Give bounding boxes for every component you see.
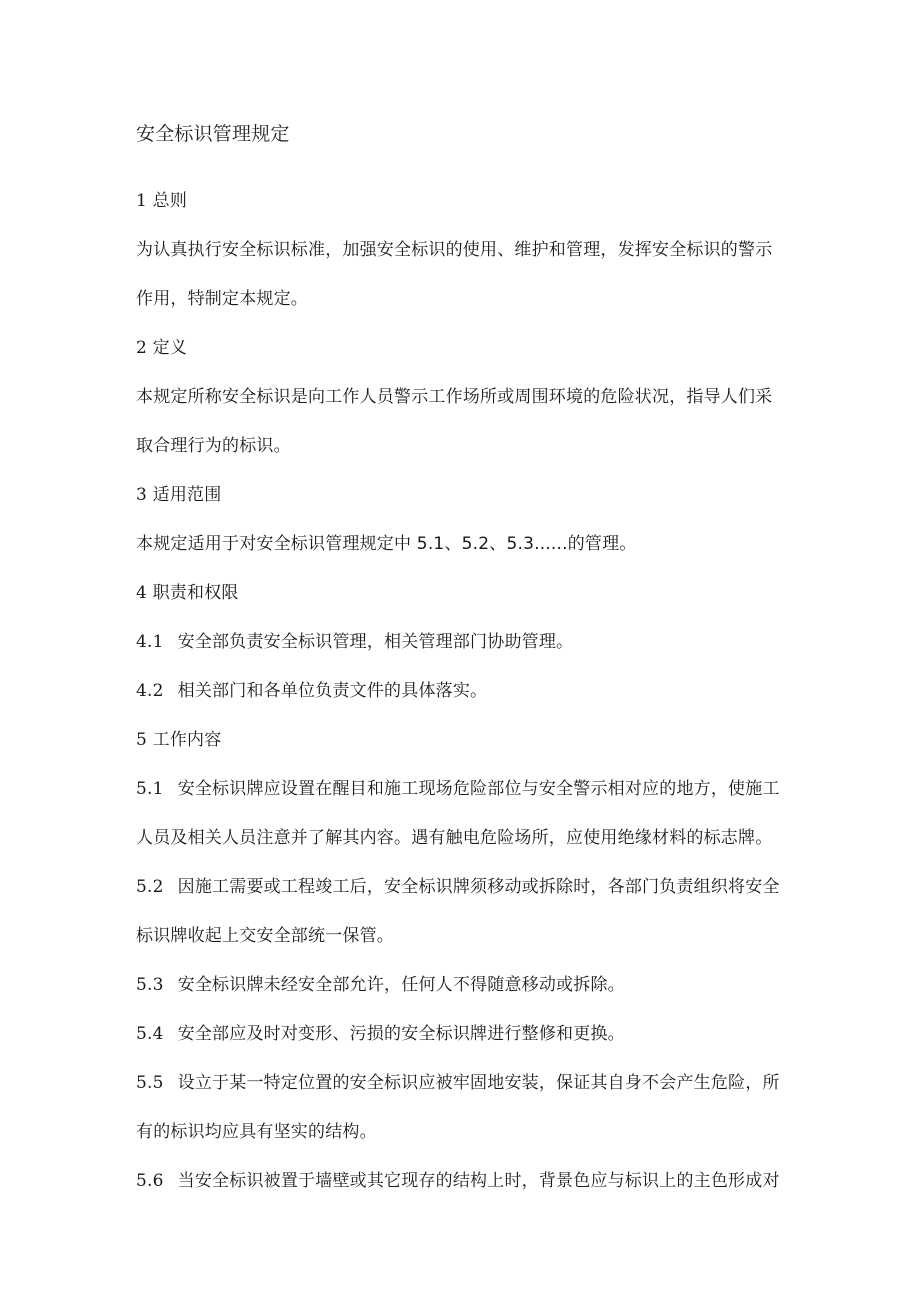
paragraph-line: 本规定适用于对安全标识管理规定中 5.1、5.2、5.3......的管理。 xyxy=(136,534,637,554)
clause-5-2 xyxy=(136,877,780,897)
clause-5-3 xyxy=(136,975,625,995)
section-heading-definition: 2 定义 xyxy=(136,338,188,358)
clause-5-4 xyxy=(136,1024,625,1044)
clause-text: 设立于某一特定位置的安全标识应被牢固地安装，保证其自身不会产生危险，所 xyxy=(177,1073,780,1093)
clause-5-5-continued: 有的标识均应具有坚实的结构。 xyxy=(136,1122,377,1142)
clause-number: 5.2 xyxy=(136,877,164,897)
section-heading-general: 1 总则 xyxy=(136,191,188,211)
clause-5-6 xyxy=(136,1171,780,1191)
clause-5-2-continued: 标识牌收起上交安全部统一保管。 xyxy=(136,926,394,946)
section-heading-responsibilities: 4 职责和权限 xyxy=(136,583,239,603)
clause-text: 相关部门和各单位负责文件的具体落实。 xyxy=(177,681,488,701)
paragraph-line: 为认真执行安全标识标准，加强安全标识的使用、维护和管理，发挥安全标识的警示 xyxy=(136,240,773,260)
clause-text: 安全部应及时对变形、污损的安全标识牌进行整修和更换。 xyxy=(177,1024,625,1044)
clause-number: 5.1 xyxy=(136,779,164,799)
clause-number: 5.5 xyxy=(136,1073,164,1093)
clause-number: 4.1 xyxy=(136,632,164,652)
clause-5-1 xyxy=(136,779,780,799)
clause-text: 当安全标识被置于墙壁或其它现存的结构上时，背景色应与标识上的主色形成对 xyxy=(177,1171,780,1191)
clause-number: 5.3 xyxy=(136,975,164,995)
clause-text: 安全标识牌应设置在醒目和施工现场危险部位与安全警示相对应的地方，使施工 xyxy=(177,779,780,799)
clause-text: 安全部负责安全标识管理，相关管理部门协助管理。 xyxy=(177,632,574,652)
clause-text: 因施工需要或工程竣工后，安全标识牌须移动或拆除时，各部门负责组织将安全 xyxy=(177,877,780,897)
clause-4-2 xyxy=(136,681,487,701)
paragraph-line: 本规定所称安全标识是向工作人员警示工作场所或周围环境的危险状况，指导人们采 xyxy=(136,387,773,407)
clause-number: 5.6 xyxy=(136,1171,164,1191)
clause-number: 4.2 xyxy=(136,681,164,701)
section-heading-scope: 3 适用范围 xyxy=(136,485,222,505)
section-heading-work-content: 5 工作内容 xyxy=(136,730,222,750)
paragraph-line: 作用，特制定本规定。 xyxy=(136,289,308,309)
paragraph-line: 取合理行为的标识。 xyxy=(136,436,291,456)
clause-5-5 xyxy=(136,1073,780,1093)
document-title: 安全标识管理规定 xyxy=(136,123,290,145)
clause-number: 5.4 xyxy=(136,1024,164,1044)
clause-4-1 xyxy=(136,632,573,652)
clause-5-1-continued: 人员及相关人员注意并了解其内容。遇有触电危险场所，应使用绝缘材料的标志牌。 xyxy=(136,828,773,848)
clause-text: 安全标识牌未经安全部允许，任何人不得随意移动或拆除。 xyxy=(177,975,625,995)
